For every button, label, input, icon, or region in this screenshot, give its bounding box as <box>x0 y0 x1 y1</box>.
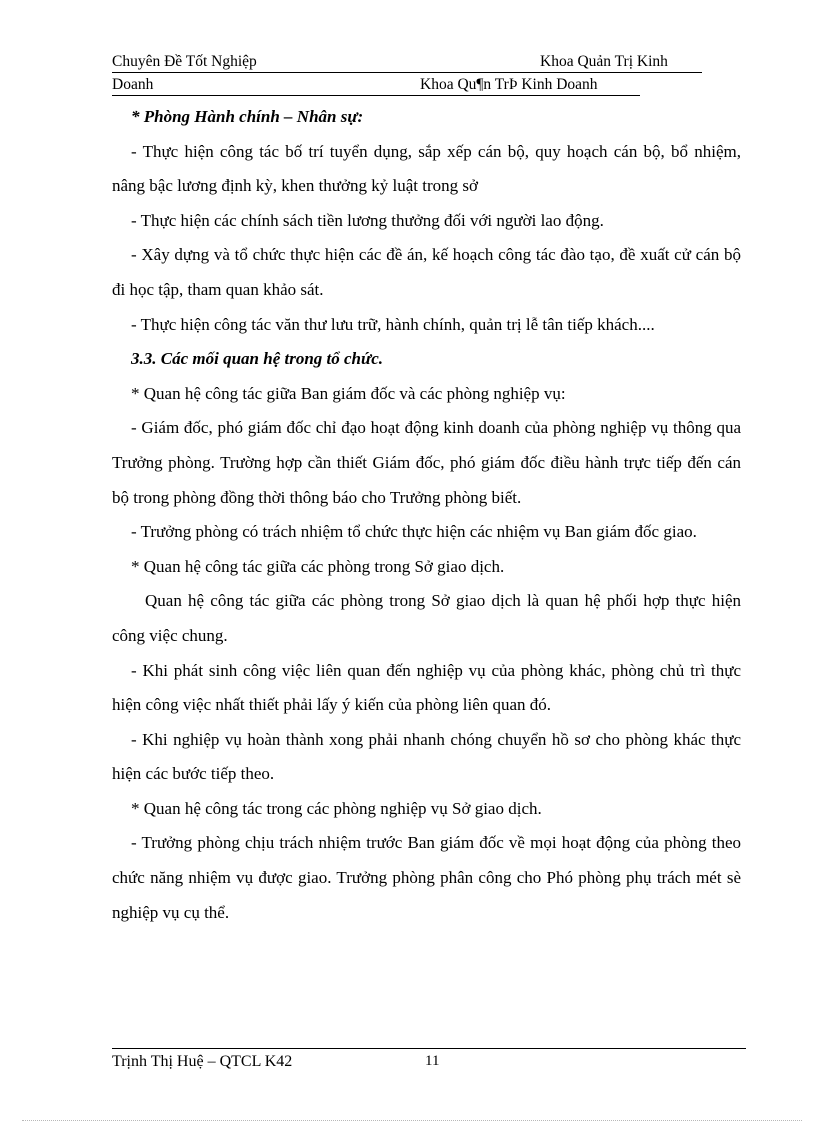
running-header-line-1 <box>112 52 702 73</box>
section-heading: 3.3. Các mối quan hệ trong tổ chức. <box>131 349 383 369</box>
paragraph: * Quan hệ công tác giữa Ban giám đốc và các phòng nghiệp vụ: <box>131 383 566 403</box>
paragraph: - Thực hiện công tác bố trí tuyển dụng, sắp xếp cán bộ, quy hoạch cán bộ, bổ nhiệm, nâng bậc lương định kỳ, khen thưởng kỷ luật trong sở <box>112 141 741 196</box>
paragraph: - Trưởng phòng có trách nhiệm tổ chức thực hiện các nhiệm vụ Ban giám đốc giao. <box>131 522 697 542</box>
running-header-line-2 <box>112 75 640 96</box>
footer-divider <box>112 1048 746 1049</box>
paragraph: - Thực hiện các chính sách tiền lương thưởng đối với người lao động. <box>131 210 604 230</box>
paragraph: - Khi nghiệp vụ hoàn thành xong phải nhanh chóng chuyển hồ sơ cho phòng khác thực hiện các bước tiếp theo. <box>112 729 741 784</box>
paragraph: Quan hệ công tác giữa các phòng trong Sở giao dịch là quan hệ phối hợp thực hiện công việc chung. <box>112 591 741 645</box>
page-number: 11 <box>425 1053 440 1069</box>
paragraph: - Giám đốc, phó giám đốc chỉ đạo hoạt động kinh doanh của phòng nghiệp vụ thông qua Trưởng phòng. Trường hợp cần thiết Giám đốc, phó giám đốc điều hành trực tiếp đến cán bộ trong phòng đồng thời thông báo cho Trưởng phòng biết. <box>112 418 741 507</box>
paragraph: * Quan hệ công tác giữa các phòng trong Sở giao dịch. <box>131 556 505 576</box>
paragraph: - Khi phát sinh công việc liên quan đến nghiệp vụ của phòng khác, phòng chủ trì thực hiện công việc nhất thiết phải lấy ý kiến của phòng liên quan đó. <box>112 660 741 715</box>
page-edge-divider <box>22 1120 802 1121</box>
hr-section-heading: * Phòng Hành chính – Nhân sự: <box>131 107 364 126</box>
paragraph: * Quan hệ công tác trong các phòng nghiệp vụ Sở giao dịch. <box>131 798 542 818</box>
paragraph: - Trưởng phòng chịu trách nhiệm trước Ban giám đốc về mọi hoạt động của phòng theo chức năng nhiệm vụ được giao. Trưởng phòng phân công cho Phó phòng phụ trách mét sè nghiệp vụ cụ thể. <box>112 833 741 922</box>
document-body <box>112 100 741 930</box>
header-right-title: Khoa Quản Trị Kinh <box>540 53 668 70</box>
paragraph: - Xây dựng và tổ chức thực hiện các đề án, kế hoạch công tác đào tạo, đề xuất cử cán bộ đi học tập, tham quan khảo sát. <box>112 245 741 299</box>
paragraph: - Thực hiện công tác văn thư lưu trữ, hành chính, quản trị lễ tân tiếp khách.... <box>131 314 655 334</box>
header-right-title-garbled: Khoa Qu¶n TrÞ Kinh Doanh <box>420 76 598 93</box>
header-left-title-cont: Doanh <box>112 76 154 93</box>
header-left-title: Chuyên Đề Tốt Nghiệp <box>112 53 257 70</box>
footer-author: Trịnh Thị Huệ – QTCL K42 <box>112 1053 293 1070</box>
